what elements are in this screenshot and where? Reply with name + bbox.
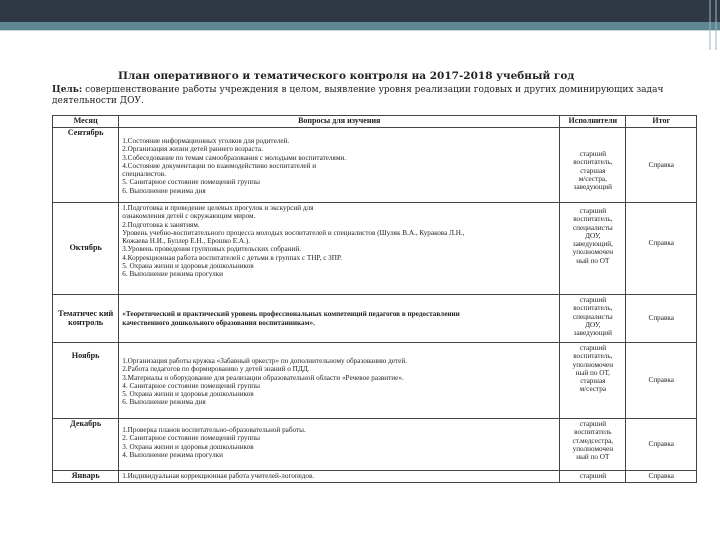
executor-line: старший bbox=[579, 472, 607, 480]
executors-cell bbox=[560, 343, 626, 419]
questions-cell bbox=[119, 343, 560, 419]
slide-top-bar bbox=[0, 0, 720, 22]
executor-line: уполномочен bbox=[572, 360, 614, 369]
executor-line: ный по ОТ bbox=[576, 256, 610, 265]
question-line: 3.Собеседование по темам самообразования с молодыми воспитателями. bbox=[122, 153, 347, 162]
question-line: 2.Подготовка к занятиям. bbox=[122, 220, 200, 229]
table-row bbox=[53, 471, 697, 483]
slide-divider bbox=[0, 30, 720, 31]
document-goal bbox=[52, 85, 692, 107]
executor-line: старший bbox=[579, 420, 607, 428]
executors-cell bbox=[560, 419, 626, 471]
question-line: 5. Охрана жизни и здоровья дошкольников bbox=[122, 390, 254, 399]
question-line: специалистов. bbox=[122, 170, 166, 179]
executor-line: старший bbox=[579, 296, 607, 304]
question-line: «Теоретический и практический уровень профессиональных компетенций педагогов в предоставлении bbox=[122, 310, 460, 319]
question-line: 3.Материалы и оборудование для реализации образовательной области «Речевое развитие». bbox=[122, 373, 404, 382]
header-month: Месяц bbox=[53, 116, 119, 128]
question-line: 1.Подготовка и проведение целевых прогулок и экскурсий для bbox=[122, 204, 314, 212]
questions-cell bbox=[119, 419, 560, 471]
executor-line: ный по ОТ, bbox=[575, 368, 610, 377]
table-row bbox=[53, 343, 697, 419]
executor-line: ДОУ, bbox=[585, 231, 601, 240]
executor-line: м/сестра bbox=[579, 385, 607, 394]
table-row bbox=[53, 128, 697, 203]
result-cell: Справка bbox=[626, 419, 697, 471]
question-line: 1.Организация работы кружка «Забавный оркестр» по дополнительному образованию детей. bbox=[122, 357, 408, 365]
question-line: 1.Проверка планов воспитательно-образовательной работы. bbox=[122, 426, 306, 434]
question-line: 4.Состояние документации по взаимодействию воспитателей и bbox=[122, 161, 317, 170]
goal-label: Цель: bbox=[52, 85, 83, 95]
question-line: 2.Работа педагогов по формированию у детей знаний о ПДД. bbox=[122, 365, 310, 374]
month-cell: Сентябрь bbox=[53, 128, 119, 203]
questions-cell bbox=[119, 295, 560, 343]
question-line: 2.Организация жизни детей раннего возраста. bbox=[122, 145, 263, 154]
header-result: Итог bbox=[626, 116, 697, 128]
executor-line: ДОУ, bbox=[585, 320, 601, 329]
executor-line: старшая bbox=[580, 166, 606, 175]
executor-line: воспитатель, bbox=[573, 158, 613, 167]
executors-cell bbox=[560, 128, 626, 203]
question-line: 5. Охрана жизни и здоровья дошкольников bbox=[122, 262, 254, 271]
executor-line: старшая bbox=[580, 377, 606, 386]
result-cell: Справка bbox=[626, 471, 697, 483]
executor-line: специалисты bbox=[572, 223, 613, 232]
month-cell: Январь bbox=[53, 471, 119, 483]
questions-cell bbox=[119, 128, 560, 203]
executor-line: заведующий, bbox=[572, 240, 613, 249]
executor-line: заведующий bbox=[573, 183, 612, 192]
executor-line: старший bbox=[579, 344, 607, 352]
executors-cell bbox=[560, 203, 626, 295]
question-line: Уровень учебно-воспитательного процесса молодых воспитателей и специалистов (Шуляк В.А., Куракова Л.Н., bbox=[122, 228, 465, 237]
executor-line: старший bbox=[579, 150, 607, 158]
control-plan-table bbox=[52, 115, 697, 483]
executor-line: воспитатель, bbox=[573, 352, 613, 361]
question-line: 4. Санитарное состояние помещений группы bbox=[122, 381, 260, 390]
question-line: качественного дошкольного образования воспитанникам». bbox=[122, 318, 315, 327]
executor-line: воспитатель bbox=[574, 428, 612, 437]
table-header-row bbox=[53, 116, 697, 128]
executor-line: уполномочен bbox=[572, 248, 614, 257]
question-line: 1.Индивидуальная коррекционная работа учителей-логопедов. bbox=[122, 472, 315, 480]
question-line: ознакомления детей с окружающим миром. bbox=[122, 212, 256, 221]
table-row bbox=[53, 419, 697, 471]
executor-line: воспитатель, bbox=[573, 215, 613, 224]
question-line: 3.Уровень проведения групповых родительских собраний. bbox=[122, 245, 302, 254]
executor-line: уполномочен bbox=[572, 444, 614, 453]
question-line: 6. Выполнение режима дня bbox=[122, 398, 206, 407]
executor-line: старший bbox=[579, 207, 607, 215]
slide-accent-stripe bbox=[0, 22, 720, 30]
executors-cell bbox=[560, 471, 626, 483]
executor-line: воспитатель, bbox=[573, 304, 613, 313]
question-line: Кожаева Н.И., Буллер Е.Н., Ерошко Е.А.). bbox=[122, 237, 251, 246]
question-line: 6. Выполнение режима прогулки bbox=[122, 270, 224, 279]
executor-line: м/сестра, bbox=[578, 174, 607, 183]
question-line: 5. Санитарное состояние помещений группы bbox=[122, 178, 260, 187]
table-row bbox=[53, 295, 697, 343]
document-title: План оперативного и тематического контроля на 2017-2018 учебный год bbox=[118, 70, 575, 82]
month-cell: Декабрь bbox=[53, 419, 119, 471]
result-cell: Справка bbox=[626, 295, 697, 343]
executor-line: ный по ОТ bbox=[576, 453, 610, 462]
executors-cell bbox=[560, 295, 626, 343]
question-line: 3. Охрана жизни и здоровья дошкольников bbox=[122, 442, 254, 451]
month-cell: Октябрь bbox=[53, 203, 119, 295]
slide-corner-ornament bbox=[686, 0, 720, 50]
result-cell: Справка bbox=[626, 128, 697, 203]
table-row bbox=[53, 203, 697, 295]
header-executors: Исполнители bbox=[560, 116, 626, 128]
month-cell: Тематичес кий контроль bbox=[53, 295, 119, 343]
question-line: 4. Выполнение режима прогулки bbox=[122, 450, 224, 459]
questions-cell bbox=[119, 471, 560, 483]
question-line: 6. Выполнение режима дня bbox=[122, 186, 206, 195]
result-cell: Справка bbox=[626, 203, 697, 295]
question-line: 1.Состояние информационных уголков для родителей. bbox=[122, 137, 290, 145]
executor-line: заведующий bbox=[573, 329, 612, 338]
question-line: 4.Коррекционная работа воспитателей с детьми в группах с ТНР, с ЗПР. bbox=[122, 253, 342, 262]
header-questions: Вопросы для изучения bbox=[119, 116, 560, 128]
goal-text: совершенствование работы учреждения в целом, выявление уровня реализации годовых и других доминирующих задач деятельности ДОУ. bbox=[52, 85, 664, 106]
month-cell: Ноябрь bbox=[53, 343, 119, 419]
questions-cell bbox=[119, 203, 560, 295]
executor-line: специалисты bbox=[572, 312, 613, 321]
question-line: 2. Санитарное состояние помещений группы bbox=[122, 434, 260, 443]
result-cell: Справка bbox=[626, 343, 697, 419]
executor-line: ст.медсестра, bbox=[572, 436, 614, 445]
